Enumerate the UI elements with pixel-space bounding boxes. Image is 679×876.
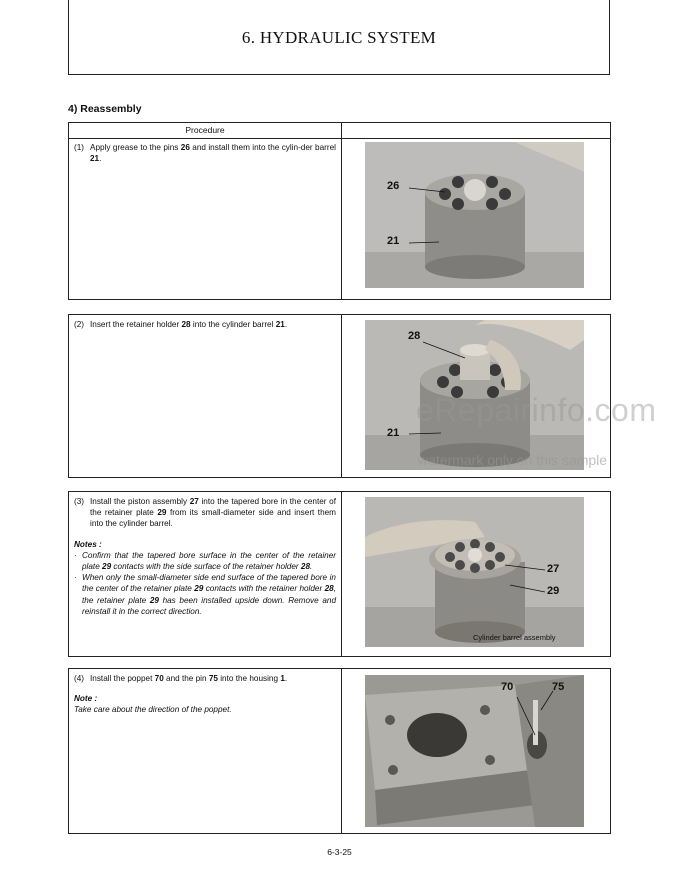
step-instruction: Apply grease to the pins 26 and install them into the cylin-der barrel 21. [90, 143, 336, 164]
step-number: (1) [74, 143, 85, 152]
photo-cylinder-barrel-pins [365, 142, 584, 288]
callout-29: 29 [547, 585, 560, 597]
step-number: (3) [74, 497, 85, 506]
callout-28: 28 [408, 330, 421, 342]
note-text: Take care about the direction of the poppet. [74, 705, 232, 715]
callout-21: 21 [387, 235, 400, 247]
callout-26: 26 [387, 180, 400, 192]
callout-27: 27 [547, 563, 560, 575]
note-item: · When only the small-diameter side end surface of the tapered bore in the center of the retainer plate 29 contacts with the retainer holder 28, the retainer plate 29 has been installed upside down. Remove and reinstall it in the correct direction. [74, 573, 336, 616]
column-divider [341, 492, 342, 656]
step-instruction: Install the piston assembly 27 into the tapered bore in the center of the retainer plate 29 from its small-diameter side and insert them into the cylinder barrel. [90, 497, 336, 529]
photo-housing-poppet [365, 675, 584, 827]
procedure-header-row [69, 123, 610, 139]
procedure-column-header: Procedure [185, 125, 225, 135]
step-1-text [74, 142, 336, 164]
callout-75: 75 [552, 681, 565, 693]
step-instruction: Install the poppet 70 and the pin 75 into the housing 1. [90, 674, 288, 683]
column-divider [341, 123, 342, 299]
step-instruction: Insert the retainer holder 28 into the cylinder barrel 21. [90, 320, 288, 329]
page-number: 6-3-25 [327, 847, 352, 857]
photo-caption: Cylinder barrel assembly [473, 633, 556, 642]
step-4-text [74, 673, 336, 716]
section-heading: 4) Reassembly [68, 103, 142, 115]
step-number: (4) [74, 674, 85, 683]
column-divider [341, 315, 342, 477]
column-divider [341, 669, 342, 833]
photo-cylinder-barrel-assembly [365, 497, 584, 647]
chapter-title: 6. HYDRAULIC SYSTEM [241, 28, 437, 47]
step-number: (2) [74, 320, 85, 329]
watermark-site: eRepairinfo.com [416, 392, 657, 428]
step-3-text [74, 496, 336, 617]
step-2-text [74, 319, 336, 330]
callout-70: 70 [501, 681, 514, 693]
notes-title: Notes : [74, 539, 102, 549]
callout-21: 21 [387, 427, 400, 439]
note-title: Note : [74, 694, 98, 704]
note-item: · Confirm that the tapered bore surface in the center of the retainer plate 29 contacts with the side surface of the retainer holder 28. [74, 550, 336, 572]
watermark-notice: watermark only on this sample [418, 452, 608, 468]
chapter-header-box [68, 0, 610, 75]
